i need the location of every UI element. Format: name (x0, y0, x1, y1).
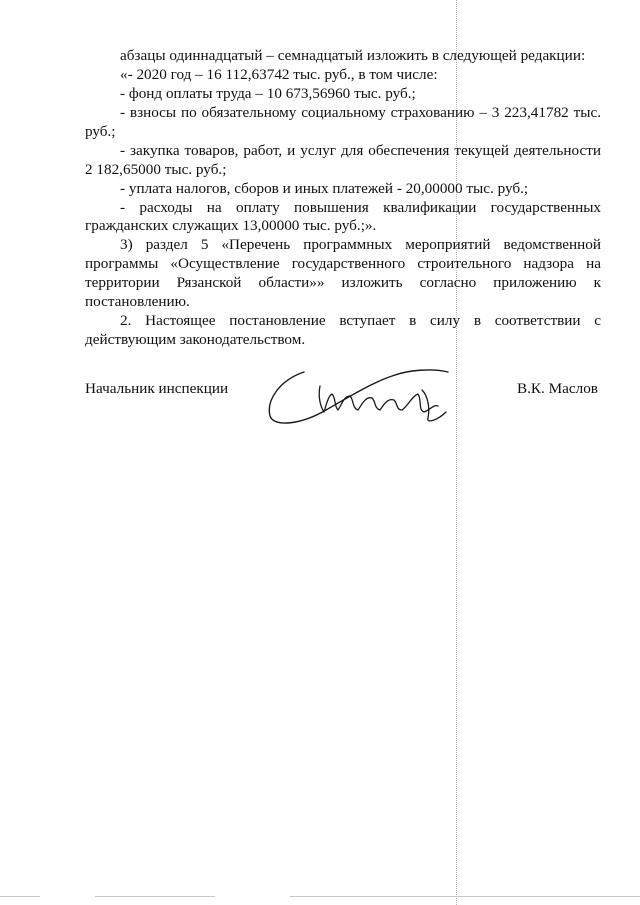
text-line: 2. Настоящее постановление вступает в силу в соответствии с (120, 312, 601, 329)
text-line: постановлению. (85, 293, 190, 310)
text-line: 3) раздел 5 «Перечень программных мероприятий ведомственной (120, 236, 601, 253)
text-line: абзацы одиннадцатый – семнадцатый изложить в следующей редакции: (120, 47, 586, 64)
text-line: - взносы по обязательному социальному страхованию – 3 223,41782 тыс. (120, 104, 601, 121)
text-line: - фонд оплаты труда – 10 673,56960 тыс. руб.; (120, 85, 416, 102)
signatory-name: В.К. Маслов (517, 380, 598, 397)
text-line: - закупка товаров, работ, и услуг для обеспечения текущей деятельности (120, 142, 601, 159)
text-line: 2 182,65000 тыс. руб.; (85, 161, 227, 178)
text-line: гражданских служащих 13,00000 тыс. руб.;». (85, 217, 377, 234)
scan-edge-rule (290, 896, 640, 897)
text-line: руб.; (85, 123, 116, 140)
text-line: действующим законодательством. (85, 331, 306, 348)
signatory-title: Начальник инспекции (85, 380, 229, 397)
scan-edge-rule (95, 896, 215, 897)
text-line: - уплата налогов, сборов и иных платежей - 20,00000 тыс. руб.; (120, 180, 529, 197)
text-line: программы «Осуществление государственного строительного надзора на (85, 255, 601, 272)
text-line: «- 2020 год – 16 112,63742 тыс. руб., в том числе: (120, 66, 438, 83)
scan-edge-rule (0, 896, 40, 897)
text-line: - расходы на оплату повышения квалификации государственных (120, 199, 601, 216)
handwritten-signature (262, 366, 462, 428)
text-line: территории Рязанской области»» изложить согласно приложению к (85, 274, 601, 291)
